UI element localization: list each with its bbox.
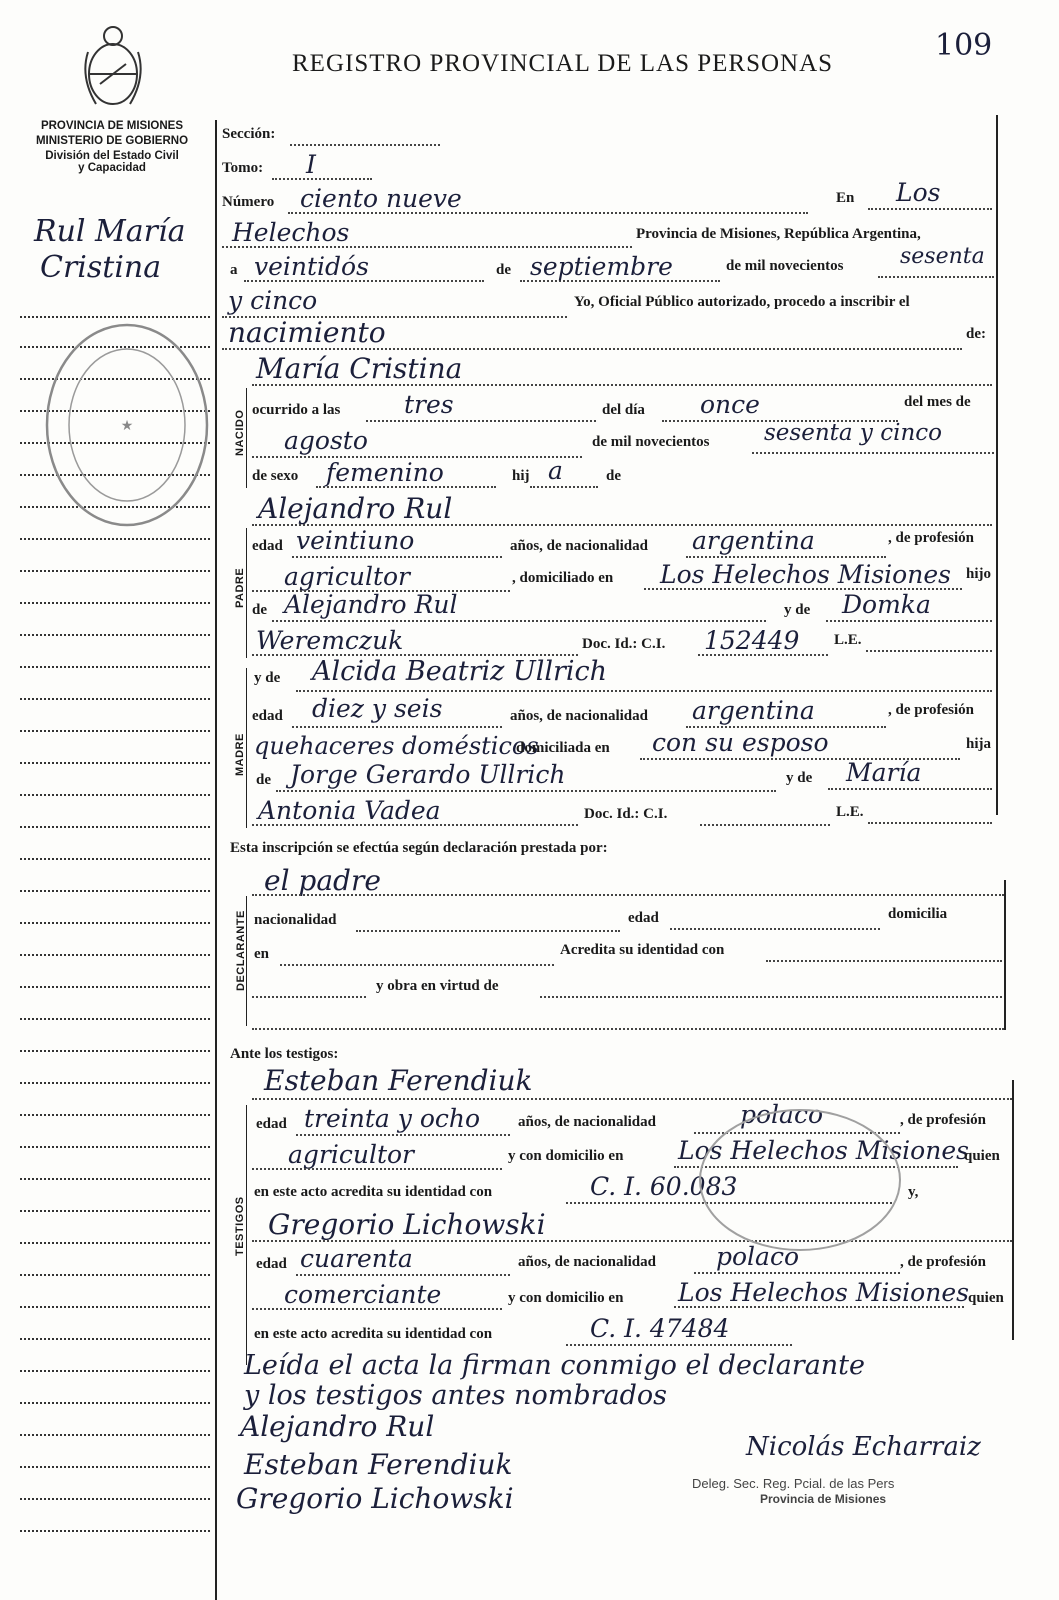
label-madre-nac: años, de nacionalidad bbox=[510, 708, 648, 724]
value-padre-nombre: Alejandro Rul bbox=[258, 492, 453, 525]
label-madre-le: L.E. bbox=[836, 804, 864, 820]
label-mil-novecientos-nac: de mil novecientos bbox=[592, 434, 710, 450]
value-t1-ci: C. I. 60.083 bbox=[590, 1172, 738, 1201]
value-declarante: el padre bbox=[264, 864, 381, 897]
value-madre-edad: diez y seis bbox=[312, 694, 443, 723]
stamp-footer-1: Deleg. Sec. Reg. Pcial. de las Pers bbox=[692, 1476, 895, 1491]
label-padre-y-de: y de bbox=[784, 602, 811, 618]
header-line-2: MINISTERIO DE GOBIERNO bbox=[35, 135, 189, 147]
left-header bbox=[22, 120, 202, 174]
document-title: REGISTRO PROVINCIAL DE LAS PERSONAS bbox=[292, 50, 834, 77]
coat-of-arms-icon bbox=[78, 22, 148, 112]
label-numero: Número bbox=[222, 194, 275, 210]
label-madre-edad: edad bbox=[252, 708, 283, 724]
value-acto: nacimiento bbox=[228, 316, 386, 349]
label-t2-dom: y con domicilio en bbox=[508, 1290, 624, 1306]
signature-oficial: Nicolás Echarraiz bbox=[746, 1432, 981, 1462]
value-hij-suffix: a bbox=[548, 456, 563, 485]
closing-line-1: Leída el acta la firman conmigo el declarante bbox=[244, 1350, 866, 1381]
label-t1-acredita: en este acto acredita su identidad con bbox=[254, 1184, 493, 1200]
label-esta-inscripcion: Esta inscripción se efectúa según declaración prestada por: bbox=[230, 840, 608, 856]
label-decl-acredita: Acredita su identidad con bbox=[560, 942, 725, 958]
closing-line-2: y los testigos antes nombrados bbox=[244, 1380, 667, 1411]
value-hora: tres bbox=[404, 390, 454, 419]
label-t1-edad: edad bbox=[256, 1116, 287, 1132]
label-del-dia: del día bbox=[602, 402, 645, 418]
value-lugar: Helechos bbox=[232, 218, 350, 247]
label-t2-prof: , de profesión bbox=[900, 1254, 986, 1270]
value-madre-prof: quehaceres domésticos bbox=[254, 732, 539, 760]
label-decl-edad: edad bbox=[628, 910, 659, 926]
signature-testigo-2: Gregorio Lichowski bbox=[236, 1482, 514, 1515]
section-label-testigos: TESTIGOS bbox=[234, 1196, 246, 1256]
value-padre-dom: Los Helechos Misiones bbox=[660, 560, 951, 589]
label-madre-doc: Doc. Id.: C.I. bbox=[584, 806, 668, 822]
value-madre-nombre: Alcida Beatriz Ullrich bbox=[312, 656, 608, 687]
value-testigo-2: Gregorio Lichowski bbox=[268, 1208, 546, 1241]
value-padre-nac: argentina bbox=[692, 526, 815, 555]
value-padre-ci: 152449 bbox=[704, 626, 800, 655]
label-ante-testigos: Ante los testigos: bbox=[230, 1046, 339, 1062]
value-t1-prof: agricultor bbox=[288, 1140, 415, 1169]
value-abuela-pat-1: Domka bbox=[842, 590, 931, 619]
label-padre-doc: Doc. Id.: C.I. bbox=[582, 636, 666, 652]
label-padre-le: L.E. bbox=[834, 632, 862, 648]
label-sexo: de sexo bbox=[252, 468, 299, 484]
label-t2-edad: edad bbox=[256, 1256, 287, 1272]
header-line-1: PROVINCIA DE MISIONES bbox=[40, 120, 184, 132]
value-tomo: I bbox=[306, 150, 316, 179]
value-t2-edad: cuarenta bbox=[300, 1244, 413, 1273]
label-padre-prof: , de profesión bbox=[888, 530, 974, 546]
label-del-mes: del mes de bbox=[904, 394, 971, 410]
label-madre-y-de-2: y de bbox=[786, 770, 813, 786]
label-t1-nac: años, de nacionalidad bbox=[518, 1114, 656, 1130]
label-padre-nac: años, de nacionalidad bbox=[510, 538, 648, 554]
section-label-padre: PADRE bbox=[234, 567, 246, 608]
label-t2-quien: quien bbox=[968, 1290, 1004, 1306]
value-padre-prof: agricultor bbox=[284, 562, 411, 591]
label-decl-obra: y obra en virtud de bbox=[376, 978, 499, 994]
label-de-nac: de bbox=[606, 468, 621, 484]
value-anio-2: y cinco bbox=[228, 286, 318, 315]
label-decl-en: en bbox=[254, 946, 269, 962]
margin-name-1: Rul María bbox=[34, 214, 186, 249]
label-madre-de: de bbox=[256, 772, 271, 788]
official-stamp-icon bbox=[42, 318, 212, 533]
label-a: a bbox=[230, 262, 238, 278]
value-abuela-mat-1: María bbox=[846, 758, 922, 787]
value-madre-nac: argentina bbox=[692, 696, 815, 725]
label-madre-y-de: y de bbox=[254, 670, 281, 686]
label-padre-edad: edad bbox=[252, 538, 283, 554]
value-nombre: María Cristina bbox=[256, 352, 463, 385]
label-de: de bbox=[496, 262, 511, 278]
registry-stamp-icon bbox=[690, 1100, 910, 1260]
label-t2-acredita: en este acto acredita su identidad con bbox=[254, 1326, 493, 1342]
header-line-4: y Capacidad bbox=[78, 162, 146, 174]
stamp-footer-2: Provincia de Misiones bbox=[760, 1492, 887, 1506]
value-sexo: femenino bbox=[326, 458, 444, 487]
label-ocurrido: ocurrido a las bbox=[252, 402, 341, 418]
value-abuela-mat-2: Antonia Vadea bbox=[258, 796, 441, 825]
value-abuela-pat-2: Weremczuk bbox=[256, 626, 404, 655]
signature-padre: Alejandro Rul bbox=[240, 1410, 435, 1443]
label-decl-domicilia: domicilia bbox=[888, 906, 948, 922]
value-t2-prof: comerciante bbox=[284, 1280, 442, 1309]
signature-testigo-1: Esteban Ferendiuk bbox=[244, 1448, 513, 1481]
label-t1-prof: , de profesión bbox=[900, 1112, 986, 1128]
section-label-nacido: NACIDO bbox=[234, 409, 246, 456]
label-t2-nac: años, de nacionalidad bbox=[518, 1254, 656, 1270]
label-hijo: hijo bbox=[966, 566, 992, 582]
label-t1-y: y, bbox=[908, 1184, 919, 1200]
label-yo-oficial: Yo, Oficial Público autorizado, procedo a inscribir el bbox=[574, 294, 910, 310]
header-line-3: División del Estado Civil bbox=[45, 150, 179, 162]
value-mes-nac: agosto bbox=[284, 426, 368, 455]
value-t1-dom: Los Helechos Misiones bbox=[678, 1136, 969, 1165]
label-t1-quien: quien bbox=[964, 1148, 1000, 1164]
margin-name-2: Cristina bbox=[40, 250, 162, 285]
value-dia-nac: once bbox=[700, 390, 760, 419]
value-anio-1: sesenta bbox=[900, 244, 985, 269]
value-t1-edad: treinta y ocho bbox=[304, 1104, 481, 1133]
section-label-madre: MADRE bbox=[234, 733, 246, 776]
value-abuelo-pat: Alejandro Rul bbox=[284, 590, 458, 619]
value-t2-ci: C. I. 47484 bbox=[590, 1314, 730, 1343]
value-en: Los bbox=[896, 178, 941, 207]
label-padre-de: de bbox=[252, 602, 267, 618]
label-de-colon: de: bbox=[966, 326, 986, 342]
value-t2-nac: polaco bbox=[716, 1242, 800, 1271]
value-t2-dom: Los Helechos Misiones bbox=[678, 1278, 969, 1307]
label-decl-nacionalidad: nacionalidad bbox=[254, 912, 337, 928]
value-testigo-1: Esteban Ferendiuk bbox=[264, 1064, 533, 1097]
value-padre-edad: veintiuno bbox=[296, 526, 415, 555]
label-hij: hij bbox=[512, 468, 530, 484]
value-abuelo-mat: Jorge Gerardo Ullrich bbox=[290, 760, 566, 789]
label-hija: hija bbox=[966, 736, 992, 752]
section-label-declarante: DECLARANTE bbox=[235, 910, 247, 991]
label-madre-dom: domiciliada en bbox=[516, 740, 610, 756]
label-t1-dom: y con domicilio en bbox=[508, 1148, 624, 1164]
label-provincia: Provincia de Misiones, República Argentina, bbox=[636, 226, 921, 242]
label-de-mil-novecientos: de mil novecientos bbox=[726, 258, 844, 274]
page-number: 109 bbox=[935, 28, 993, 63]
value-numero: ciento nueve bbox=[300, 184, 462, 213]
label-madre-prof: , de profesión bbox=[888, 702, 974, 718]
value-t1-nac: polaco bbox=[740, 1100, 824, 1129]
label-en: En bbox=[836, 190, 855, 206]
value-dia: veintidós bbox=[254, 252, 369, 281]
label-padre-dom: , domiciliado en bbox=[512, 570, 614, 586]
value-madre-dom: con su esposo bbox=[652, 728, 829, 757]
svg-text:★: ★ bbox=[120, 417, 134, 433]
value-mes: septiembre bbox=[530, 252, 673, 281]
label-seccion: Sección: bbox=[222, 126, 276, 142]
label-tomo: Tomo: bbox=[222, 160, 264, 176]
value-anio-nac: sesenta y cinco bbox=[764, 420, 942, 446]
